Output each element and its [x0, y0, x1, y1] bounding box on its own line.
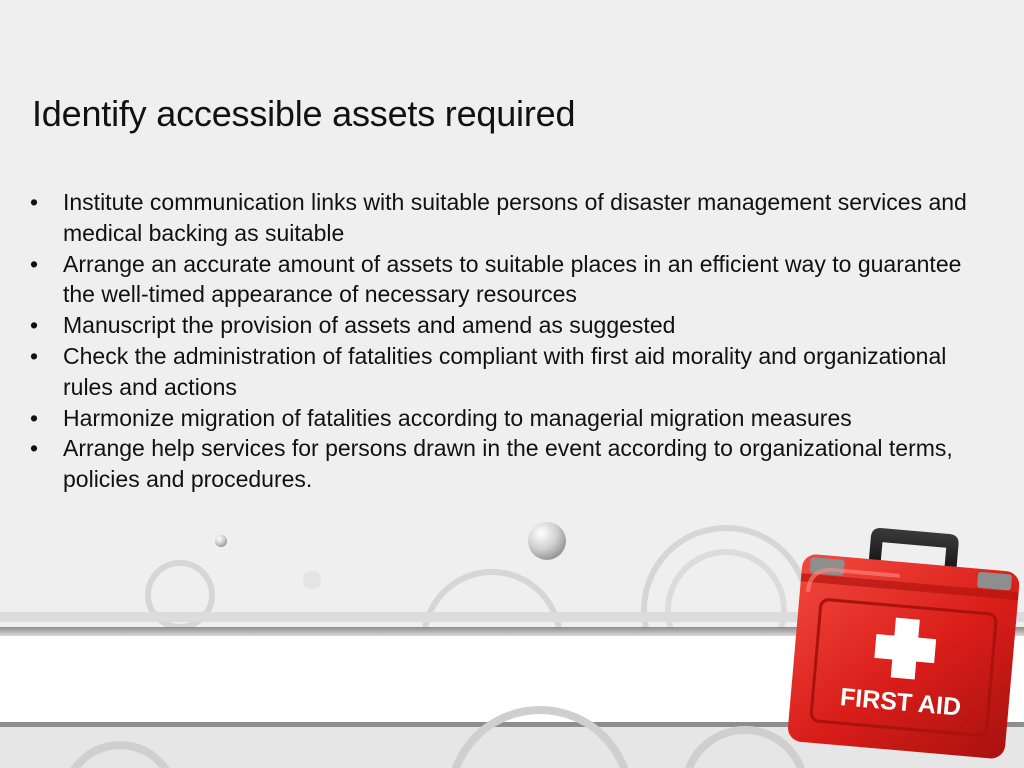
- slide-title: Identify accessible assets required: [32, 93, 576, 134]
- kit-label: FIRST AID: [838, 683, 963, 722]
- bullet-item: [30, 341, 990, 403]
- bullet-text: Harmonize migration of fatalities according to managerial migration measures: [63, 404, 852, 431]
- bullet-text: Institute communication links with suitable persons of disaster management services and medical backing as suitable: [63, 189, 967, 246]
- bullet-item: [30, 249, 990, 311]
- bullet-item: [30, 187, 990, 249]
- bullet-text: Arrange help services for persons drawn in the event according to organizational terms, policies and procedures.: [63, 435, 953, 493]
- bullet-item: [30, 403, 990, 434]
- bullet-marker: •: [30, 189, 39, 215]
- first-aid-kit-icon: [774, 520, 1024, 760]
- bullet-item: [30, 433, 990, 495]
- bullet-item: [30, 310, 990, 341]
- bullet-marker: •: [30, 250, 39, 277]
- bullet-marker: •: [30, 435, 39, 462]
- decorative-bubbles: [215, 522, 566, 589]
- bullet-text: Arrange an accurate amount of assets to suitable places in an efficient way to guarantee the well-timed appearance of necessary resources: [63, 250, 962, 308]
- bullet-marker: •: [30, 342, 39, 369]
- bullet-list: [30, 187, 990, 495]
- bullet-text: Manuscript the provision of assets and amend as suggested: [63, 312, 676, 339]
- bullet-marker: •: [30, 404, 39, 431]
- bullet-text: Check the administration of fatalities compliant with first aid morality and organizational rules and actions: [63, 342, 947, 400]
- bullet-marker: •: [30, 312, 39, 339]
